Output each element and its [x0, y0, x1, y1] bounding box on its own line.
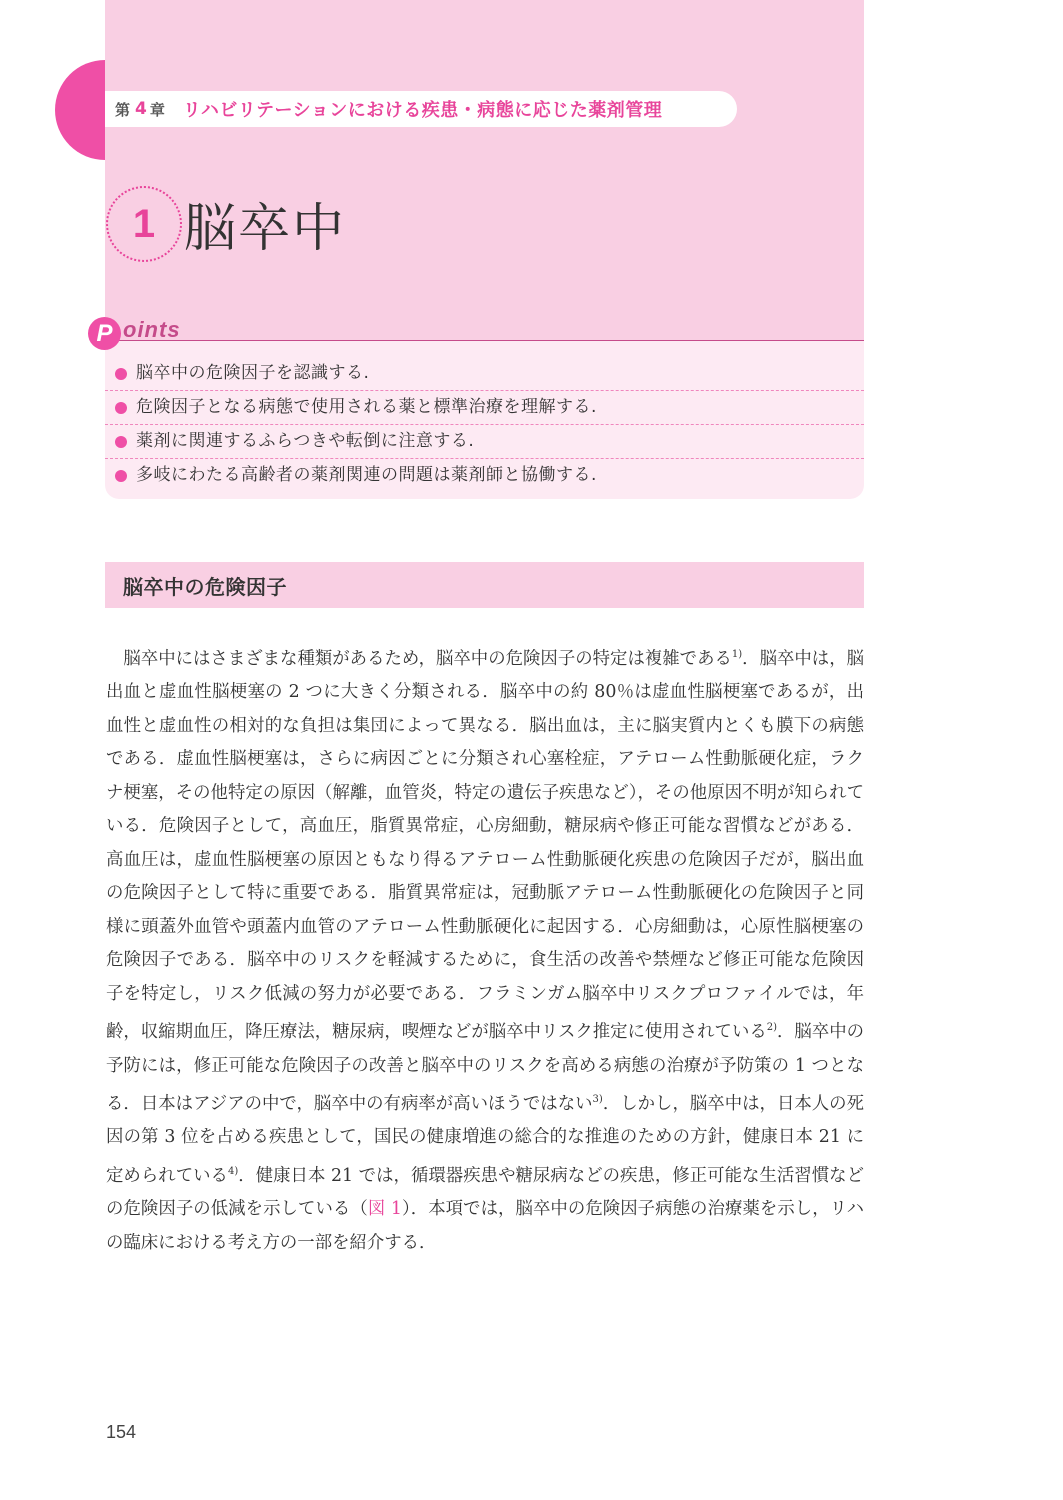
- chapter-suffix: 章: [149, 100, 165, 119]
- reference-1[interactable]: 1): [731, 649, 743, 660]
- body-text: [106, 638, 864, 1260]
- points-divider: [105, 340, 864, 341]
- reference-4[interactable]: 4): [227, 1165, 239, 1177]
- page-title: 脳卒中: [184, 199, 347, 259]
- subsection-heading: 脳卒中の危険因子: [105, 562, 864, 608]
- page-number: 154: [106, 1422, 137, 1442]
- section-number: 1: [132, 201, 156, 246]
- reference-2[interactable]: 2): [766, 1022, 777, 1034]
- points-badge-icon: P: [88, 317, 121, 350]
- chapter-banner: [105, 91, 737, 127]
- chapter-number: 4: [135, 99, 147, 119]
- points-item: 薬剤に関連するふらつきや転倒に注意する.: [105, 425, 864, 459]
- points-item: 多岐にわたる高齢者の薬剤関連の問題は薬剤師と協働する.: [105, 459, 864, 492]
- bullet-icon: [115, 470, 127, 482]
- points-item: 危険因子となる病態で使用される薬と標準治療を理解する.: [105, 391, 864, 425]
- chapter-title: リハビリテーションにおける疾患・病態に応じた薬剤管理: [182, 100, 663, 121]
- reference-3[interactable]: 3): [592, 1094, 603, 1106]
- chapter-prefix: 第: [115, 100, 131, 119]
- bullet-icon: [115, 436, 127, 448]
- points-label: oints: [123, 317, 181, 342]
- header-background: [105, 0, 864, 340]
- points-item: 脳卒中の危険因子を認識する.: [105, 357, 864, 391]
- bullet-icon: [115, 402, 127, 414]
- figure-1-link[interactable]: 図 1: [367, 1199, 402, 1220]
- bullet-icon: [115, 368, 127, 380]
- body-paragraph: 脳卒中にはさまざまな種類があるため，脳卒中の危険因子の特定は複雑である$^{1)}$．脳卒中は，脳出血と虚血性脳梗塞の 2 つに大きく分類される．脳卒中の約 80％は虚血性脳梗塞であるが，出血性と虚血性の相対的な負担は集団によって異なる．脳出血は，主に脳実質内とくも膜下の病態である．虚血性脳梗塞は，さらに病因ごとに分類され心塞栓症，アテローム性動脈硬化症，ラクナ梗塞，その他特定の原因（解離，血管炎，特定の遺伝子疾患など），その他原因不明が知られている．危険因子として，高血圧，脂質異常症，心房細動，糖尿病や修正可能な習慣などがある．高血圧は，虚血性脳梗塞の原因ともなり得るアテローム性動脈硬化疾患の危険因子だが，脳出血の危険因子として特に重要である．脂質異常症は，冠動脈アテローム性動脈硬化の危険因子と同様に頭蓋外血管や頭蓋内血管のアテローム性動脈硬化に起因する．心房細動は，心原性脳梗塞の危険因子である．脳卒中のリスクを軽減するために，食生活の改善や禁煙など修正可能な危険因子を特定し，リスク低減の努力が必要である．フラミンガム脳卒中リスクプロファイルでは，年齢，収縮期血圧，降圧療法，糖尿病，喫煙などが脳卒中リスク推定に使用されている$^{2)}$．脳卒中の予防には，修正可能な危険因子の改善と脳卒中のリスクを高める病態の治療が予防策の 1 つとなる．日本はアジアの中で，脳卒中の有病率が高いほうではない$^{3)}$．しかし，脳卒中は，日本人の死因の第 3 位を占める疾患として，国民の健康増進の総合的な推進のための方針，健康日本 21 に定められている$^{4)}$．健康日本 21 では，循環器疾患や糖尿病などの疾患，修正可能な生活習慣などの危険因子の低減を示している（図 1）．本項では，脳卒中の危険因子病態の治療薬を示し，リハの臨床における考え方の一部を紹介する．: [106, 648, 865, 1253]
- points-list: [105, 357, 864, 492]
- section-number-circle: [106, 186, 182, 262]
